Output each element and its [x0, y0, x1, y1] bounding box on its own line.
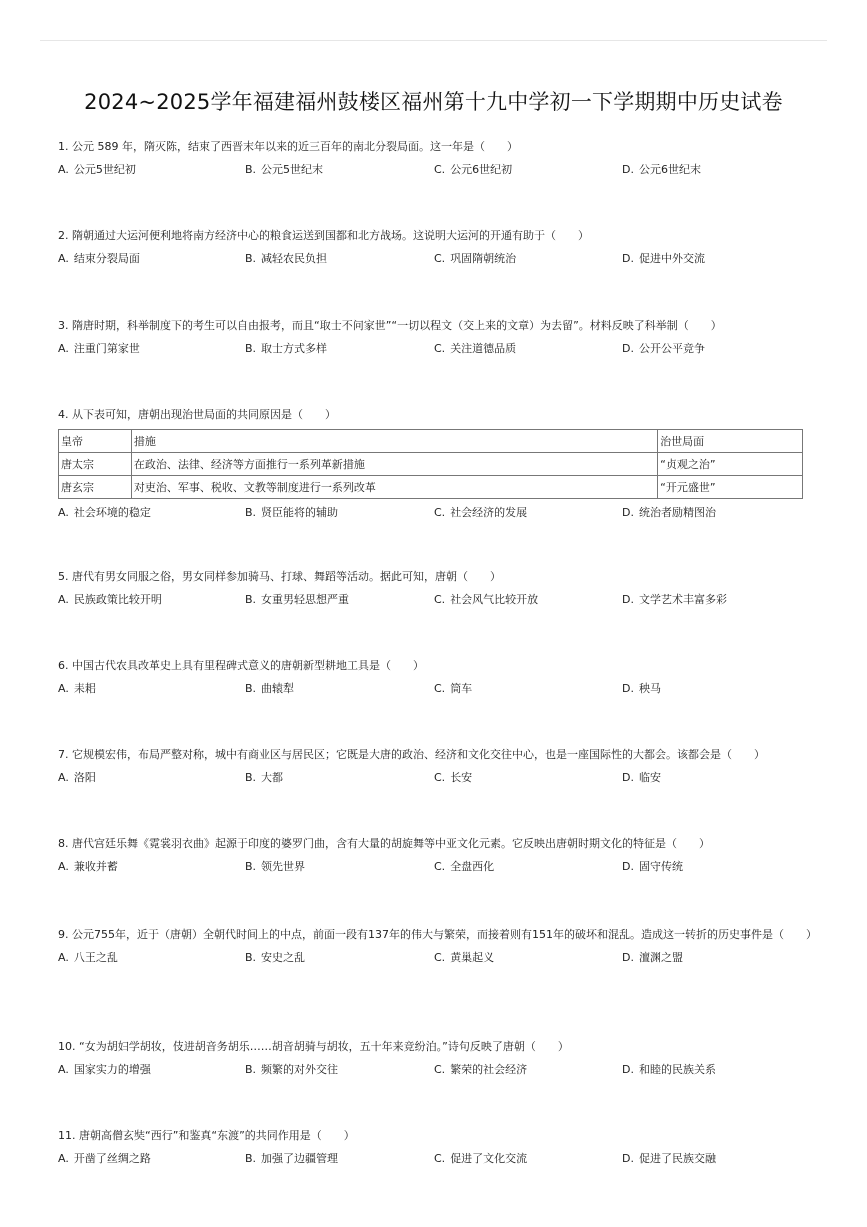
question-stem: 1. 公元 589 年，隋灭陈，结束了西晋末年以来的近三百年的南北分裂局面。这一年是（ ） — [58, 140, 518, 153]
option-a[interactable]: A. 洛阳 — [58, 771, 96, 784]
option-a[interactable]: A. 国家实力的增强 — [58, 1063, 151, 1076]
question-8 — [58, 834, 818, 878]
question-2 — [58, 226, 818, 270]
option-b[interactable]: B. 公元5世纪末 — [245, 163, 324, 176]
options-row — [58, 504, 818, 524]
table-header-cell: 措施 — [131, 430, 657, 453]
header-divider — [40, 40, 827, 41]
option-c[interactable]: C. 社会风气比较开放 — [434, 593, 539, 606]
option-b[interactable]: B. 减轻农民负担 — [245, 252, 328, 265]
option-a[interactable]: A. 民族政策比较开明 — [58, 593, 162, 606]
question-5 — [58, 567, 818, 611]
question-stem: 3. 隋唐时期，科举制度下的考生可以自由报考，而且“取士不问家世”“一切以程文（交上来的文章）为去留”。材料反映了科举制（ ） — [58, 319, 722, 332]
option-b[interactable]: B. 大都 — [245, 771, 284, 784]
option-d[interactable]: D. 秧马 — [622, 682, 661, 695]
table-row — [59, 453, 803, 476]
table-header-cell: 皇帝 — [59, 430, 132, 453]
question-10 — [58, 1037, 818, 1081]
option-d[interactable]: D. 和睦的民族关系 — [622, 1063, 716, 1076]
question-4 — [58, 405, 818, 524]
option-d[interactable]: D. 澶渊之盟 — [622, 951, 683, 964]
option-c[interactable]: C. 公元6世纪初 — [434, 163, 513, 176]
question-7 — [58, 745, 818, 789]
question-stem: 4. 从下表可知，唐朝出现治世局面的共同原因是（ ） — [58, 408, 336, 421]
question-1 — [58, 137, 818, 181]
table-cell: “贞观之治” — [658, 453, 803, 476]
option-d[interactable]: D. 公元6世纪末 — [622, 163, 701, 176]
table-header-row — [59, 430, 803, 453]
question-stem: 6. 中国古代农具改革史上具有里程碑式意义的唐朝新型耕地工具是（ ） — [58, 659, 424, 672]
options-row — [58, 1150, 818, 1170]
option-b[interactable]: B. 频繁的对外交往 — [245, 1063, 339, 1076]
option-a[interactable]: A. 注重门第家世 — [58, 342, 140, 355]
option-c[interactable]: C. 巩固隋朝统治 — [434, 252, 517, 265]
option-b[interactable]: B. 安史之乱 — [245, 951, 306, 964]
option-d[interactable]: D. 统治者励精图治 — [622, 506, 716, 519]
option-b[interactable]: B. 领先世界 — [245, 860, 306, 873]
option-b[interactable]: B. 贤臣能将的辅助 — [245, 506, 339, 519]
table-row — [59, 476, 803, 499]
option-a[interactable]: A. 耒耜 — [58, 682, 96, 695]
table-cell: 在政治、法律、经济等方面推行一系列革新措施 — [131, 453, 657, 476]
option-c[interactable]: C. 社会经济的发展 — [434, 506, 528, 519]
option-b[interactable]: B. 加强了边疆管理 — [245, 1152, 339, 1165]
option-a[interactable]: A. 八王之乱 — [58, 951, 118, 964]
question-stem: 10. “女为胡妇学胡妆，伎进胡音务胡乐……胡音胡骑与胡妆，五十年来竞纷泊。”诗句反映了唐朝（ ） — [58, 1040, 569, 1053]
question-6 — [58, 656, 818, 700]
option-b[interactable]: B. 曲辕犁 — [245, 682, 295, 695]
option-c[interactable]: C. 繁荣的社会经济 — [434, 1063, 528, 1076]
options-row — [58, 1061, 818, 1081]
option-d[interactable]: D. 文学艺术丰富多彩 — [622, 593, 727, 606]
option-a[interactable]: A. 开凿了丝绸之路 — [58, 1152, 151, 1165]
table-cell: “开元盛世” — [658, 476, 803, 499]
question-9 — [58, 925, 818, 969]
option-a[interactable]: A. 社会环境的稳定 — [58, 506, 151, 519]
option-a[interactable]: A. 公元5世纪初 — [58, 163, 136, 176]
reform-table — [58, 429, 803, 499]
option-b[interactable]: B. 女重男轻思想严重 — [245, 593, 350, 606]
table-cell: 对吏治、军事、税收、文教等制度进行一系列改革 — [131, 476, 657, 499]
option-d[interactable]: D. 促进了民族交融 — [622, 1152, 716, 1165]
option-c[interactable]: C. 长安 — [434, 771, 473, 784]
option-a[interactable]: A. 结束分裂局面 — [58, 252, 140, 265]
options-row — [58, 680, 818, 700]
option-a[interactable]: A. 兼收并蓄 — [58, 860, 118, 873]
options-row — [58, 340, 818, 360]
table-cell: 唐玄宗 — [59, 476, 132, 499]
options-row — [58, 769, 818, 789]
question-stem: 2. 隋朝通过大运河便利地将南方经济中心的粮食运送到国都和北方战场。这说明大运河的开通有助于（ ） — [58, 229, 589, 242]
question-stem: 11. 唐朝高僧玄奘“西行”和鉴真“东渡”的共同作用是（ ） — [58, 1129, 355, 1142]
question-stem: 5. 唐代有男女同服之俗，男女同样参加骑马、打球、舞蹈等活动。据此可知，唐朝（ ） — [58, 570, 501, 583]
question-stem: 7. 它规模宏伟，布局严整对称，城中有商业区与居民区；它既是大唐的政治、经济和文化交往中心，也是一座国际性的大都会。该都会是（ ） — [58, 748, 765, 761]
options-row — [58, 858, 818, 878]
options-row — [58, 161, 818, 181]
question-stem: 8. 唐代宫廷乐舞《霓裳羽衣曲》起源于印度的婆罗门曲，含有大量的胡旋舞等中亚文化元素。它反映出唐朝时期文化的特征是（ ） — [58, 837, 710, 850]
option-d[interactable]: D. 临安 — [622, 771, 661, 784]
options-row — [58, 250, 818, 270]
table-cell: 唐太宗 — [59, 453, 132, 476]
option-d[interactable]: D. 促进中外交流 — [622, 252, 705, 265]
option-c[interactable]: C. 黄巢起义 — [434, 951, 495, 964]
option-c[interactable]: C. 促进了文化交流 — [434, 1152, 528, 1165]
table-header-cell: 治世局面 — [658, 430, 803, 453]
page-title: 2024~2025学年福建福州鼓楼区福州第十九中学初一下学期期中历史试卷 — [84, 90, 783, 115]
question-11 — [58, 1126, 818, 1170]
question-3 — [58, 316, 818, 360]
option-c[interactable]: C. 关注道德品质 — [434, 342, 517, 355]
options-row — [58, 591, 818, 611]
option-c[interactable]: C. 全盘西化 — [434, 860, 495, 873]
question-stem: 9. 公元755年，近于（唐朝）全朝代时间上的中点，前面一段有137年的伟大与繁荣，而接着则有151年的破坏和混乱。造成这一转折的历史事件是（ ） — [58, 928, 817, 941]
option-d[interactable]: D. 公开公平竞争 — [622, 342, 705, 355]
option-c[interactable]: C. 筒车 — [434, 682, 473, 695]
option-b[interactable]: B. 取士方式多样 — [245, 342, 328, 355]
option-d[interactable]: D. 固守传统 — [622, 860, 683, 873]
options-row — [58, 949, 818, 969]
